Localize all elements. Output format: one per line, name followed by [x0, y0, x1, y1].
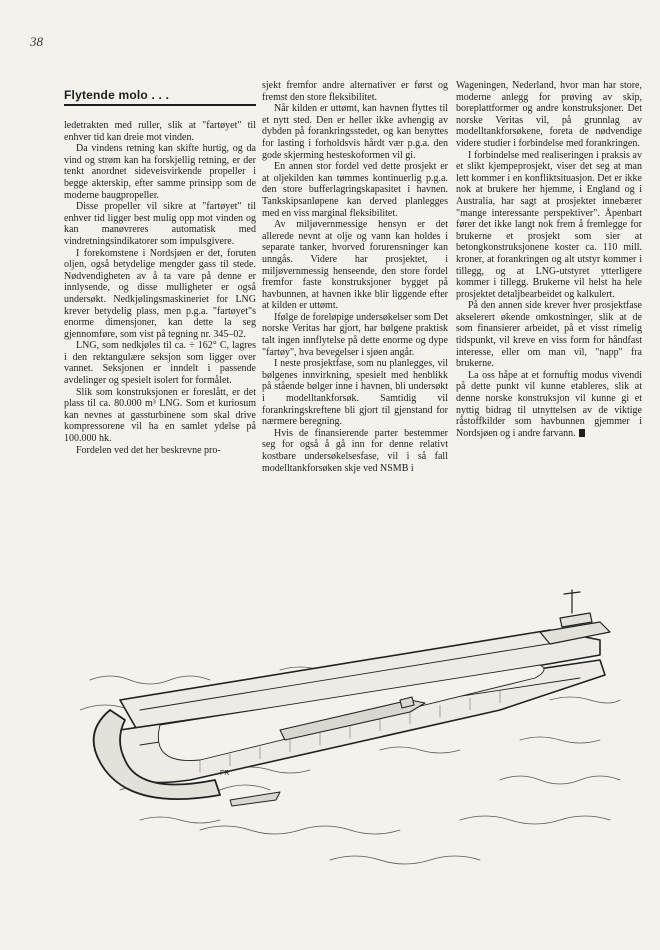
paragraph: ledetrakten med ruller, slik at "fartøyet" til enhver tid kan dreie mot vinden.	[64, 120, 256, 143]
paragraph	[456, 370, 642, 440]
paragraph: Når kilden er uttømt, kan havnen flyttes til et nytt sted. Den er heller ikke avhengig av dybden på forankringsstedet, og kan benyttes for lasting i forholdsvis hårdt vær p.g.a. den gode skjerming hesteskoformen vil gi.	[262, 103, 448, 161]
paragraph: LNG, som nedkjøles til ca. ÷ 162° C, lagres i den rektangulære seksjon som ligger over vannet. Seksjonen er inndelt i passende avdelinger og spesielt isolert for formålet.	[64, 340, 256, 387]
paragraph: Ifølge de foreløpige undersøkelser som Det norske Veritas har gjort, har bølgene praktisk talt ingen innflytelse på dette enorme og dype "fartøy", hva bevegelser i sjøen angår.	[262, 311, 448, 358]
floating-harbour-illustration	[80, 560, 640, 890]
paragraph: En annen stor fordel ved dette prosjekt er at oljekilden kan tømmes kontinuerlig p.g.a. den store bufferlagringskapasitet i havnen. Tankskipsanløpene kan derved planlegges med en viss marginal fleksibilitet.	[262, 161, 448, 219]
text-column-2	[262, 80, 448, 474]
paragraph: Disse propeller vil sikre at "fartøyet" til enhver tid ligger best mulig opp mot vinden og kan manøvreres automatisk med vindretningsindikatorer som impulsgivere.	[64, 201, 256, 247]
paragraph: Wageningen, Nederland, hvor man har store, moderne anlegg for prøving av skip, boreplattformer og andre konstruksjoner. Det norske Veritas vil, på grunnlag av modelltankforsøkene, foreta de nødvendige videre studier i forbindelse med forankringen.	[456, 80, 642, 149]
paragraph-text: La oss håpe at et fornuftig modus vivendi på dette punkt vil kunne etableres, slik at denne norske konstruksjon vil kunne gi et nyttig bidrag til utnyttelsen av de viktige råstoffkilder som havbunnen gjemmer i Nordsjøen og i andre farvann.	[456, 369, 642, 439]
paragraph: Hvis de finansierende parter bestemmer seg for også å gå inn for denne relativt kostbare undersøkelsesfase, vil i så fall modelltankforsøken skje ved NSMB i	[262, 427, 448, 474]
end-of-article-mark	[579, 429, 585, 437]
paragraph: På den annen side krever hver prosjektfase akselerert økende omkostninger, slik at de som finansierer arbeidet, på et visst rimelig tidspunkt, vil kreve en viss form for håndfast interesse, eller om man vil, "napp" fra brukerne.	[456, 300, 642, 370]
paragraph: I forekomstene i Nordsjøen er det, foruten oljen, også betydelige mengder gass til stede. Nødvendigheten av å ta vare på denne er innlysende, og disse mulligheter er også undersøkt. Nedkjølingsmaskineriet for LNG krever betydelig plass, men p.g.a. "fartøyet"s enorme dimensjoner, kan dette la seg gjennomføre, som vist på tegning nr. 345–02.	[64, 247, 256, 340]
section-title: Flytende molo . . .	[64, 88, 256, 106]
superstructure	[540, 590, 610, 644]
text-column-3	[456, 80, 642, 439]
paragraph: I forbindelse med realiseringen i praksis av et slikt kjempeprosjekt, viser det seg at man lett kommer i en konfliktsituasjon. Det er ikke nok at brukere her hjemme, i England og i Australia, har sagt at prosjektet innebærer "mange interessante perspektiver". Åpenbart fører det ikke langt nok frem å fremlegge for brukerne et prosjekt som sier at betongkonstruksjonene koster ca. 110 mill. kroner, at forankringen og alt utstyr kommer i tillegg, og at LNG-utstyret ytterligere kommer i tillegg. Brukerne vil helst ha hele prosjektet detaljbearbeidet og kalkulert.	[456, 149, 642, 300]
text-column-1	[64, 120, 256, 456]
paragraph: Av miljøvernmessige hensyn er det allerede nevnt at olje og vann kan holdes i separate tanker, hvorved forurensninger kan unngås. Videre har prosjektet, i miljøvernmessig henseende, den store fordel fremfor faste konstruksjoner bygget på havbunnen, at havnen ikke blir liggende efter at kilden er uttømt.	[262, 219, 448, 312]
paragraph: Da vindens retning kan skifte hurtig, og da vind og strøm kan ha forskjellig retning, er der tenkt anordnet sideveisvirkende propeller i begge akterskip, efter samme prinsipp som de moderne baugpropeller.	[64, 143, 256, 201]
paragraph: sjekt fremfor andre alternativer er først og fremst den store fleksibilitet.	[262, 80, 448, 103]
hull-marking: FR	[220, 770, 230, 777]
paragraph: Slik som konstruksjonen er foreslått, er det plass til ca. 80.000 m³ LNG. Som et kuriosum kan nevnes at gassturbinene som skal drive kompressorene vil ha en samlet ydelse på 100.000 hk.	[64, 386, 256, 445]
paragraph: Fordelen ved det her beskrevne pro-	[76, 444, 221, 456]
service-boat	[230, 792, 280, 806]
paragraph: I neste prosjektfase, som nu planlegges, vil bølgenes innvirkning, spesielt med henblikk på stående bølger inne i havnen, bli undersøkt i modelltankforsøk. Samtidig vil forankringskreftene bli gjort til gjenstand for nærmere beregning.	[262, 358, 448, 428]
page-number: 38	[30, 34, 43, 49]
